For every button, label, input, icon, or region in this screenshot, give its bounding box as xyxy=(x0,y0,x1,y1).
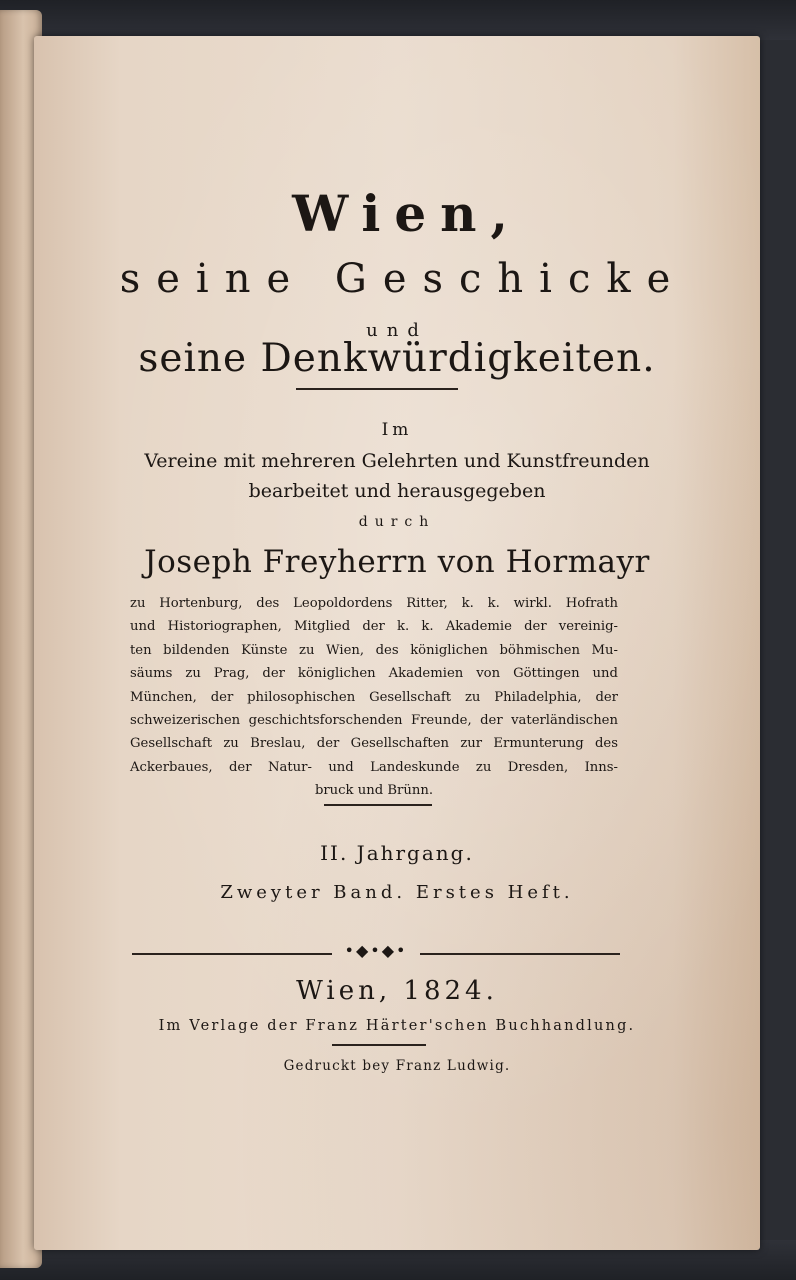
title-page xyxy=(34,36,760,1250)
edition-band: Zweyter Band. Erstes Heft. xyxy=(220,882,574,903)
edition-jahrgang: II. Jahrgang. xyxy=(320,841,474,865)
author-title-line: München, der philosophischen Gesellschaft zu Philadelphia, der xyxy=(130,689,618,705)
author-title-line: Ackerbaues, der Natur- und Landeskunde zu Dresden, Inns- xyxy=(130,759,618,775)
title-denkwuerdigkeiten: seine Denkwürdigkeiten. xyxy=(138,336,656,381)
subtitle-im: Im xyxy=(381,420,413,440)
author-title-line: zu Hortenburg, des Leopoldordens Ritter, k. k. wirkl. Hofrath xyxy=(130,596,618,611)
subtitle-vereine: Vereine mit mehreren Gelehrten und Kunstfreunden xyxy=(144,450,650,472)
ornament-center: •◆•◆• xyxy=(344,941,408,960)
background-top xyxy=(0,0,796,40)
author-title-line: Gesellschaft zu Breslau, der Gesellschaften zur Ermunterung des xyxy=(130,736,618,752)
author-name: Joseph Freyherrn von Hormayr xyxy=(144,544,650,580)
title-und: und xyxy=(366,320,428,341)
divider-rule xyxy=(332,1044,426,1046)
imprint-printer: Gedruckt bey Franz Ludwig. xyxy=(283,1058,511,1074)
ornamental-divider xyxy=(132,941,620,960)
ornament-line-right xyxy=(420,953,620,955)
author-title-line: bruck und Brünn. xyxy=(314,783,434,799)
author-title-line: schweizerischen geschichtsforschenden Freunde, der vaterländischen xyxy=(130,713,618,729)
imprint-place-year: Wien, 1824. xyxy=(296,976,498,1006)
imprint-publisher: Im Verlage der Franz Härter'schen Buchhandlung. xyxy=(158,1018,636,1034)
divider-rule xyxy=(296,388,458,390)
author-title-line: ten bildenden Künste zu Wien, des königlichen böhmischen Mu- xyxy=(130,642,618,658)
ornament-line-left xyxy=(132,953,332,955)
subtitle-durch: durch xyxy=(358,514,436,530)
divider-rule xyxy=(324,804,432,806)
author-titles xyxy=(130,592,618,803)
subtitle-bearbeitet: bearbeitet und herausgegeben xyxy=(248,480,546,502)
title-wien: Wien, xyxy=(292,184,522,243)
author-title-line: und Historiographen, Mitglied der k. k. Akademie der vereinig- xyxy=(130,619,618,635)
title-geschicke: seine Geschicke xyxy=(119,256,687,302)
author-title-line: säums zu Prag, der königlichen Akademien von Göttingen und xyxy=(130,666,618,682)
